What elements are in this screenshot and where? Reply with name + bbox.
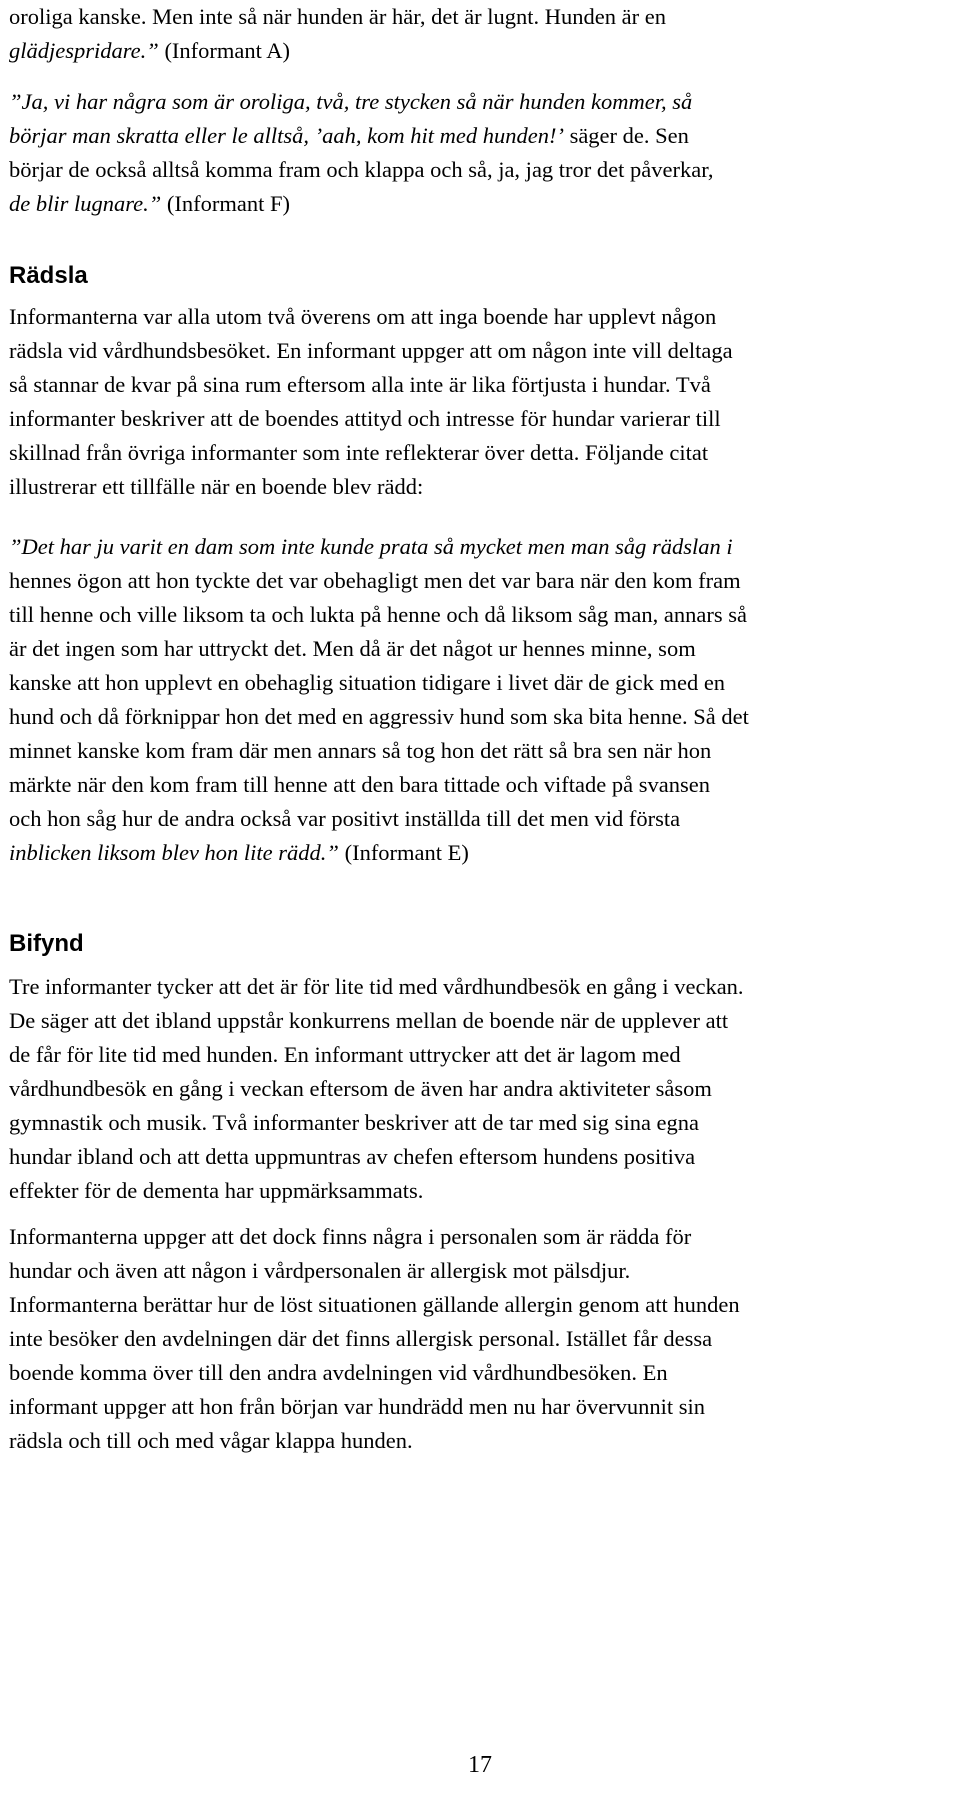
text-line: Informanterna uppger att det dock finns några i personalen som är rädda för xyxy=(9,1224,692,1249)
quote-text: ”Ja, vi har några som är oroliga, två, tre stycken så när hunden kommer, så xyxy=(9,89,693,114)
inline-text: säger de. Sen xyxy=(569,123,689,148)
quote-text: inblicken liksom blev hon lite rädd.” xyxy=(9,840,339,865)
text-line: till henne och ville liksom ta och lukta på henne och då liksom såg man, annars så xyxy=(9,602,747,627)
text-line: hund och då förknippar hon det med en aggressiv hund som ska bita henne. Så det xyxy=(9,704,749,729)
quote-text: börjar man skratta eller le alltså, ’aah, kom hit med hunden!’ xyxy=(9,123,564,148)
text-line: rädsla och till och med vågar klappa hunden. xyxy=(9,1428,413,1453)
quote-informant-f xyxy=(9,85,713,221)
text-line xyxy=(9,34,666,68)
text-line: hundar ibland och att detta uppmuntras av chefen eftersom hundens positiva xyxy=(9,1144,696,1169)
quote-text: de blir lugnare.” xyxy=(9,191,162,216)
text-line: informanter beskriver att de boendes attityd och intresse för hundar varierar till xyxy=(9,406,721,431)
text-line: och hon såg hur de andra också var positivt inställda till det men vid första xyxy=(9,806,681,831)
text-line: gymnastik och musik. Två informanter beskriver att de tar med sig sina egna xyxy=(9,1110,700,1135)
text-line: oroliga kanske. Men inte så när hunden är här, det är lugnt. Hunden är en xyxy=(9,4,667,29)
text-line: boende komma över till den andra avdelningen vid vårdhundbesöken. En xyxy=(9,1360,668,1385)
text-line: minnet kanske kom fram där men annars så tog hon det rätt så bra sen när hon xyxy=(9,738,712,763)
text-line xyxy=(9,85,713,119)
text-line: kanske att hon upplevt en obehaglig situation tidigare i livet där de gick med en xyxy=(9,670,726,695)
text-line: informant uppger att hon från början var hundrädd men nu har övervunnit sin xyxy=(9,1394,706,1419)
quote-informant-e xyxy=(9,530,749,870)
text-line: vårdhundbesök en gång i veckan eftersom de även har andra aktiviteter såsom xyxy=(9,1076,712,1101)
attribution: (Informant F) xyxy=(166,191,291,216)
paragraph-radsla xyxy=(9,300,733,504)
text-line: rädsla vid vårdhundsbesöket. En informant uppger att om någon inte vill deltaga xyxy=(9,338,733,363)
text-line: hennes ögon att hon tyckte det var obehagligt men det var bara när den kom fram xyxy=(9,568,741,593)
text-line: effekter för de dementa har uppmärksammats. xyxy=(9,1178,424,1203)
text-line xyxy=(9,836,749,870)
attribution: (Informant E) xyxy=(344,840,469,865)
text-line: De säger att det ibland uppstår konkurrens mellan de boende när de upplever att xyxy=(9,1008,729,1033)
text-line: inte besöker den avdelningen där det finns allergisk personal. Istället får dessa xyxy=(9,1326,713,1351)
text-line: Tre informanter tycker att det är för lite tid med vårdhundbesök en gång i veckan. xyxy=(9,974,744,999)
text-line: de får för lite tid med hunden. En informant uttrycker att det är lagom med xyxy=(9,1042,681,1067)
quote-text: glädjespridare.” xyxy=(9,38,159,63)
paragraph-bifynd-2 xyxy=(9,1220,740,1458)
text-line xyxy=(9,187,713,221)
text-line: är det ingen som har uttryckt det. Men då är det något ur hennes minne, som xyxy=(9,636,696,661)
section-heading-radsla: Rädsla xyxy=(9,262,88,289)
text-line xyxy=(9,119,713,153)
text-line: märkte när den kom fram till henne att den bara tittade och viftade på svansen xyxy=(9,772,710,797)
text-line: skillnad från övriga informanter som inte reflekterar över detta. Följande citat xyxy=(9,440,709,465)
paragraph-bifynd-1 xyxy=(9,970,744,1208)
quote-text: ”Det har ju varit en dam som inte kunde prata så mycket men man såg rädslan i xyxy=(9,534,733,559)
text-line: Informanterna berättar hur de löst situationen gällande allergin genom att hunden xyxy=(9,1292,740,1317)
text-line: Informanterna var alla utom två överens om att inga boende har upplevt någon xyxy=(9,304,717,329)
text-line: så stannar de kvar på sina rum eftersom alla inte är lika förtjusta i hundar. Två xyxy=(9,372,711,397)
section-heading-bifynd: Bifynd xyxy=(9,930,84,957)
text-line: illustrerar ett tillfälle när en boende blev rädd: xyxy=(9,474,424,499)
text-line: hundar och även att någon i vårdpersonalen är allergisk mot pälsdjur. xyxy=(9,1258,631,1283)
quote-informant-a xyxy=(9,0,666,68)
text-line xyxy=(9,530,749,564)
page-number: 17 xyxy=(468,1752,492,1778)
attribution: (Informant A) xyxy=(164,38,291,63)
text-line: börjar de också alltså komma fram och klappa och så, ja, jag tror det påverkar, xyxy=(9,157,714,182)
